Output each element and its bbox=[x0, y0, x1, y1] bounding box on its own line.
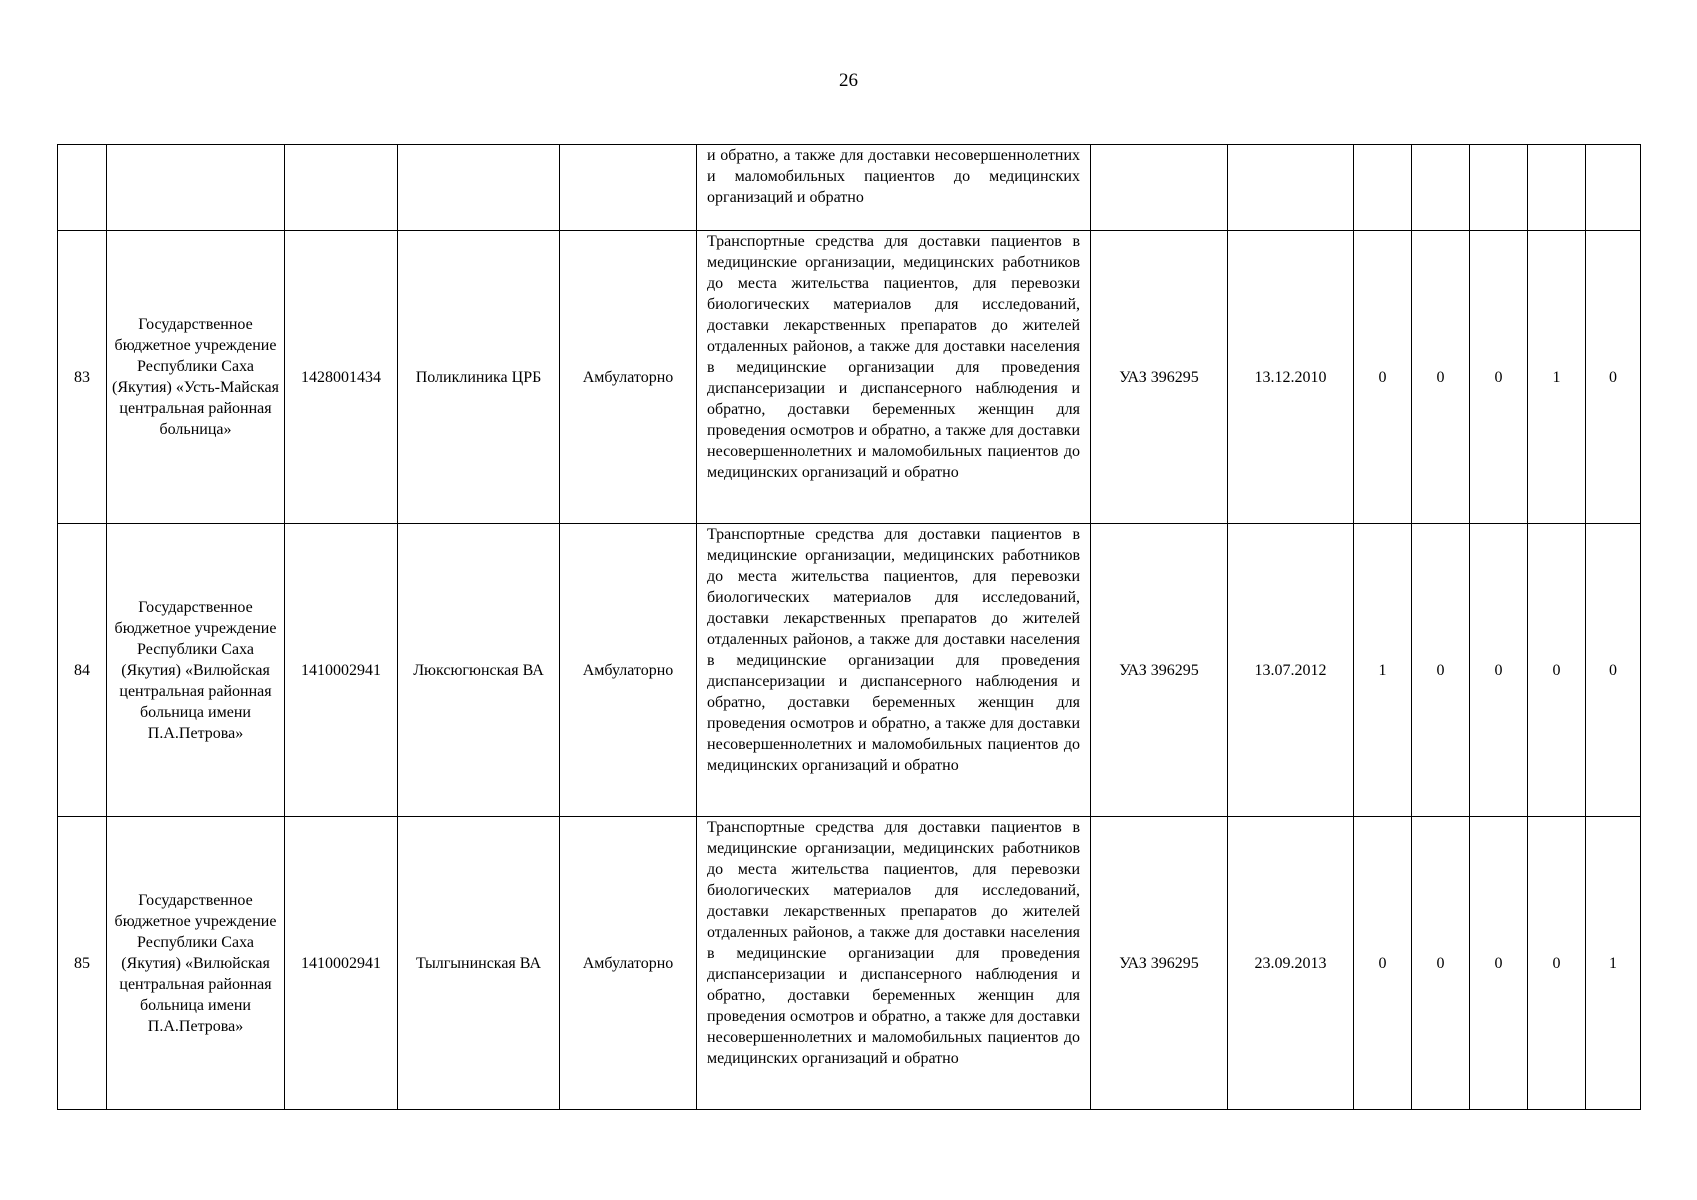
cell-organization: Государственное бюджетное учреждение Республики Саха (Якутия) «Усть-Майская центральная районная больница» bbox=[107, 231, 285, 524]
table-row-continuation bbox=[58, 145, 1641, 231]
cell-count-1: 1 bbox=[1354, 524, 1412, 817]
cell-num bbox=[58, 145, 107, 231]
cell-purpose: Транспортные средства для доставки пациентов в медицинские организации, медицинских работников до места жительства пациентов, для перевозки биологических материалов для исследований, доставки лекарственных препаратов до жителей отдаленных районов, а также для доставки населения в медицинские организации для проведения диспансеризации и диспансерного наблюдения и обратно, доставки беременных женщин для проведения осмотров и обратно, а также для доставки несовершеннолетних и маломобильных пациентов до медицинских организаций и обратно bbox=[697, 231, 1091, 524]
cell-vehicle: УАЗ 396295 bbox=[1091, 524, 1228, 817]
cell-count-3 bbox=[1470, 145, 1528, 231]
cell-count-4: 0 bbox=[1528, 817, 1586, 1110]
cell-date: 23.09.2013 bbox=[1228, 817, 1354, 1110]
vehicle-registry-table bbox=[57, 144, 1641, 1110]
cell-purpose: Транспортные средства для доставки пациентов в медицинские организации, медицинских работников до места жительства пациентов, для перевозки биологических материалов для исследований, доставки лекарственных препаратов до жителей отдаленных районов, а также для доставки населения в медицинские организации для проведения диспансеризации и диспансерного наблюдения и обратно, доставки беременных женщин для проведения осмотров и обратно, а также для доставки несовершеннолетних и маломобильных пациентов до медицинских организаций и обратно bbox=[697, 524, 1091, 817]
cell-care-type: Амбулаторно bbox=[560, 817, 697, 1110]
table-row bbox=[58, 231, 1641, 524]
cell-unit: Люксюгюнская ВА bbox=[398, 524, 560, 817]
cell-organization: Государственное бюджетное учреждение Республики Саха (Якутия) «Вилюйская центральная районная больница имени П.А.Петрова» bbox=[107, 817, 285, 1110]
cell-purpose: Транспортные средства для доставки пациентов в медицинские организации, медицинских работников до места жительства пациентов, для перевозки биологических материалов для исследований, доставки лекарственных препаратов до жителей отдаленных районов, а также для доставки населения в медицинские организации для проведения диспансеризации и диспансерного наблюдения и обратно, доставки беременных женщин для проведения осмотров и обратно, а также для доставки несовершеннолетних и маломобильных пациентов до медицинских организаций и обратно bbox=[697, 817, 1091, 1110]
cell-count-5: 0 bbox=[1586, 524, 1641, 817]
cell-num: 84 bbox=[58, 524, 107, 817]
cell-count-3: 0 bbox=[1470, 524, 1528, 817]
cell-date bbox=[1228, 145, 1354, 231]
cell-count-4 bbox=[1528, 145, 1586, 231]
cell-count-4: 1 bbox=[1528, 231, 1586, 524]
cell-count-2 bbox=[1412, 145, 1470, 231]
cell-num: 85 bbox=[58, 817, 107, 1110]
cell-vehicle: УАЗ 396295 bbox=[1091, 817, 1228, 1110]
cell-unit: Тылгынинская ВА bbox=[398, 817, 560, 1110]
cell-care-type bbox=[560, 145, 697, 231]
cell-vehicle: УАЗ 396295 bbox=[1091, 231, 1228, 524]
cell-date: 13.12.2010 bbox=[1228, 231, 1354, 524]
cell-count-5 bbox=[1586, 145, 1641, 231]
page-number: 26 bbox=[839, 70, 858, 91]
cell-count-2: 0 bbox=[1412, 817, 1470, 1110]
cell-care-type: Амбулаторно bbox=[560, 524, 697, 817]
cell-count-1: 0 bbox=[1354, 231, 1412, 524]
cell-count-3: 0 bbox=[1470, 817, 1528, 1110]
cell-num: 83 bbox=[58, 231, 107, 524]
cell-inn: 1410002941 bbox=[285, 524, 398, 817]
cell-unit: Поликлиника ЦРБ bbox=[398, 231, 560, 524]
cell-inn bbox=[285, 145, 398, 231]
cell-count-2: 0 bbox=[1412, 524, 1470, 817]
cell-inn: 1428001434 bbox=[285, 231, 398, 524]
cell-count-4: 0 bbox=[1528, 524, 1586, 817]
cell-organization bbox=[107, 145, 285, 231]
cell-date: 13.07.2012 bbox=[1228, 524, 1354, 817]
table-row bbox=[58, 524, 1641, 817]
cell-care-type: Амбулаторно bbox=[560, 231, 697, 524]
table-row bbox=[58, 817, 1641, 1110]
cell-purpose: и обратно, а также для доставки несовершеннолетних и маломобильных пациентов до медицинских организаций и обратно bbox=[697, 145, 1091, 231]
cell-inn: 1410002941 bbox=[285, 817, 398, 1110]
cell-count-5: 1 bbox=[1586, 817, 1641, 1110]
cell-unit bbox=[398, 145, 560, 231]
cell-count-1: 0 bbox=[1354, 817, 1412, 1110]
cell-count-3: 0 bbox=[1470, 231, 1528, 524]
cell-organization: Государственное бюджетное учреждение Республики Саха (Якутия) «Вилюйская центральная районная больница имени П.А.Петрова» bbox=[107, 524, 285, 817]
cell-count-5: 0 bbox=[1586, 231, 1641, 524]
cell-vehicle bbox=[1091, 145, 1228, 231]
cell-count-1 bbox=[1354, 145, 1412, 231]
cell-count-2: 0 bbox=[1412, 231, 1470, 524]
